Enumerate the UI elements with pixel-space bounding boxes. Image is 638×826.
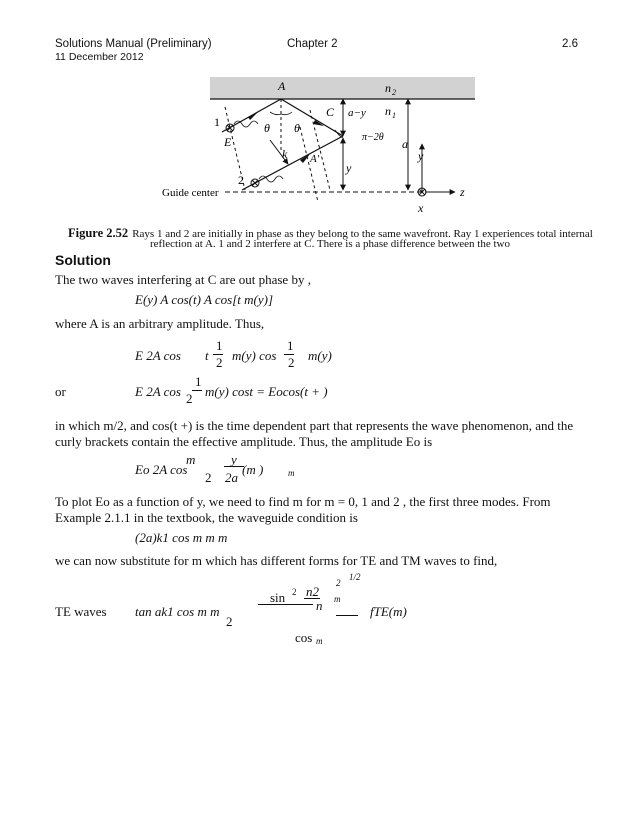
te-two: 2 [226,614,233,629]
label-n1-sub: 1 [392,111,396,120]
solution-heading: Solution [55,252,111,268]
solution-paragraph-1: The two waves interfering at C are out phase by , [55,272,311,287]
label-n2: n [385,81,391,95]
header-chapter: Chapter 2 [287,38,338,50]
equation-2-main: E 2A cos [135,348,181,363]
solution-paragraph-2: where A is an arbitrary amplitude. Thus, [55,316,265,331]
te-main-fraction-bar [258,604,313,605]
te-exp-half: 1/2 [349,572,361,582]
label-n1: n [385,104,391,118]
equation-4-frac-den: 2 [205,470,212,485]
equation-3-frac-num: 1 [195,374,202,389]
equation-2-end: m(y) [308,348,332,363]
equation-2-mid: m(y) cos [232,348,277,363]
label-pi-minus-2theta: π−2θ [362,132,384,143]
label-x: x [418,201,424,215]
te-cos: cos [295,630,313,645]
equation-3-end: m(y) cost = Eocos(t + ) [205,384,328,399]
equation-2-frac2-den: 2 [288,355,295,370]
equation-3-frac-bar [192,390,202,391]
te-n2: n2 [306,584,319,599]
label-theta-1: θ [264,121,270,135]
label-A: A [278,79,286,93]
te-cos-sub: m [316,636,323,646]
equation-4-frac-num: m [186,452,196,467]
equation-2-frac1-den: 2 [216,355,223,370]
te-function: fTE(m) [370,604,407,619]
label-E: E [224,135,232,149]
equation-3-main: E 2A cos [135,384,181,399]
te-n: n [316,598,323,613]
header-date: 11 December 2012 [55,51,144,63]
label-n2-sub: 2 [392,88,396,97]
te-sin-sup: 2 [292,587,297,597]
header-page-number: 2.6 [562,38,578,50]
label-C: C [326,105,335,119]
equation-3-or: or [55,384,66,399]
label-a: a [402,137,408,151]
equation-4-main: Eo 2A cos [135,462,188,477]
waveguide-figure [150,72,490,217]
label-ray-1: 1 [214,115,220,129]
te-exp-2: 2 [336,578,341,588]
label-A-prime: A′ [310,153,320,165]
te-waves-label: TE waves [55,604,107,619]
solution-paragraph-3-line-2: curly brackets contain the effective amplitude. Thus, the amplitude Eo is [55,434,433,449]
upper-cladding-band [210,77,475,99]
figure-caption-line-2: reflection at A. 1 and 2 interfere at C. There is a phase difference between the two [150,238,510,250]
solution-paragraph-4-line-2: Example 2.1.1 in the textbook, the waveguide condition is [55,510,358,525]
te-eq-bar [336,615,358,616]
label-theta-2: θ [294,121,300,135]
label-z: z [460,185,465,199]
te-lhs: tan ak1 cos m m [135,604,220,619]
label-k: k [282,147,288,161]
equation-5: (2a)k1 cos m m m [135,530,228,545]
label-a-minus-y: a−y [348,107,366,119]
equation-4-tail: (m ) [242,462,264,477]
equation-2-frac2-num: 1 [287,338,294,353]
equation-4-m: m [288,468,295,478]
label-guide-center: Guide center [162,187,219,199]
figure-caption-label: Figure 2.52 [68,226,129,240]
solution-paragraph-5: we can now substitute for m which has different forms for TE and TM waves to find, [55,553,498,568]
equation-3-frac-den: 2 [186,391,193,406]
equation-1: E(y) A cos(t) A cos[t m(y)] [135,292,274,307]
equation-2-t: t [205,348,209,363]
header-left: Solutions Manual (Preliminary) [55,38,212,50]
label-y-axis: y [418,149,424,163]
equation-2-frac1-num: 1 [216,338,223,353]
figure-caption-line-1: Rays 1 and 2 are initially in phase as they belong to the same wavefront. Ray 1 experiences total internal [132,228,593,240]
solution-paragraph-3-line-1: in which m/2, and cos(t +) is the time dependent part that represents the wave phenomenon, and the [55,418,574,433]
equation-4-frac2-num: y [231,452,237,467]
solution-paragraph-4-line-1: To plot Eo as a function of y, we need to find m for m = 0, 1 and 2 , the first three modes. From [55,494,551,509]
te-sin: sin [270,590,286,605]
label-ray-2: 2 [238,173,244,187]
te-m: m [334,594,341,604]
equation-4-frac2-bar [224,466,244,467]
equation-4-frac2-den: 2a [225,470,238,485]
label-y-dim: y [346,161,352,175]
